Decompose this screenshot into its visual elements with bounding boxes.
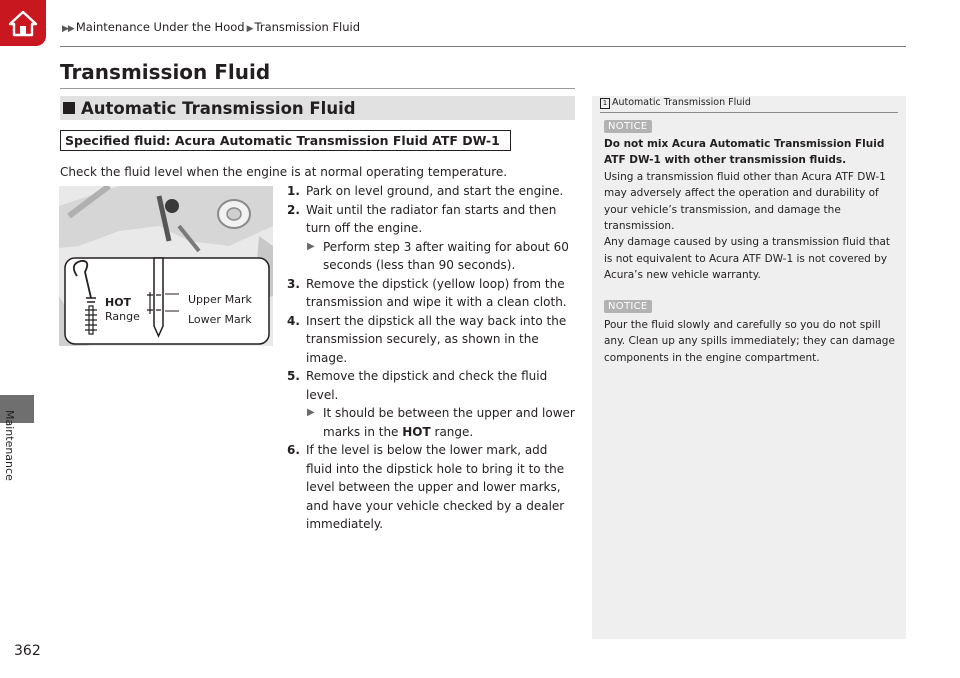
step-subnote bbox=[306, 404, 577, 441]
notice-1-bold: Do not mix Acura Automatic Transmission Fluid ATF DW-1 with other transmission fluids. bbox=[604, 138, 885, 167]
step-number: 5. bbox=[287, 369, 300, 383]
arrow-bullet-icon: ▶ bbox=[307, 407, 315, 418]
step-item bbox=[287, 367, 577, 441]
subnote-text-end: range. bbox=[430, 424, 474, 439]
step-number: 3. bbox=[287, 276, 300, 291]
notice-1-body: Using a transmission fluid other than Acura ATF DW-1 may adversely affect the operation and durability of your vehicle’s transmission, and damage the transmission. bbox=[604, 170, 886, 233]
step-number: 4. bbox=[287, 313, 300, 328]
notice-badge: NOTICE bbox=[604, 120, 652, 133]
title-divider bbox=[60, 88, 575, 89]
intro-text: Check the fluid level when the engine is at normal operating temperature. bbox=[60, 165, 508, 179]
page-number: 362 bbox=[14, 643, 41, 659]
home-button[interactable] bbox=[0, 0, 46, 46]
subnote-text: It should be between the upper and lower marks in the bbox=[323, 406, 575, 439]
step-number: 6. bbox=[287, 443, 300, 457]
step-text: If the level is below the lower mark, add fluid into the dipstick hole to bring it to the level between the upper and lower marks, and have your vehicle checked by a dealer immediately. bbox=[306, 443, 565, 531]
step-item bbox=[287, 182, 577, 201]
step-text: Park on level ground, and start the engine. bbox=[306, 184, 564, 198]
sidebar-divider bbox=[600, 112, 898, 113]
step-text: Wait until the radiator fan starts and then turn off the engine. bbox=[306, 202, 557, 235]
step-item bbox=[287, 312, 577, 368]
notice-2-text: Pour the fluid slowly and carefully so you do not spill any. Clean up any spills immediately; they can damage components in the engine compartment. bbox=[604, 319, 895, 364]
sidebar-heading bbox=[600, 97, 751, 109]
step-number: 1. bbox=[287, 184, 300, 198]
lower-mark-label: Lower Mark bbox=[188, 313, 252, 326]
step-number: 2. bbox=[287, 202, 300, 217]
upper-mark-label: Upper Mark bbox=[188, 293, 252, 306]
notice-1-body-2: Any damage caused by using a transmission fluid that is not equivalent to Acura ATF DW-1 is not covered by Acura’s new vehicle warranty. bbox=[604, 236, 891, 282]
square-bullet-icon bbox=[63, 102, 75, 114]
header-divider bbox=[60, 46, 906, 47]
subnote-hot: HOT bbox=[402, 424, 431, 439]
dipstick-illustration bbox=[59, 186, 273, 346]
breadcrumb-arrow-icon: ▶ bbox=[246, 24, 253, 34]
breadcrumb-arrow-icon: ▶▶ bbox=[62, 24, 74, 34]
breadcrumb-current[interactable]: Transmission Fluid bbox=[254, 20, 361, 34]
page-title: Transmission Fluid bbox=[60, 60, 271, 84]
section-heading-text: Automatic Transmission Fluid bbox=[81, 98, 356, 118]
arrow-bullet-icon: ▶ bbox=[307, 240, 315, 252]
step-text: Remove the dipstick (yellow loop) from the transmission and wipe it with a clean cloth. bbox=[306, 276, 567, 309]
subnote-text: Perform step 3 after waiting for about 60 seconds (less than 90 seconds). bbox=[323, 239, 569, 272]
sidebar-heading-text: Automatic Transmission Fluid bbox=[612, 97, 751, 108]
notice-badge: NOTICE bbox=[604, 300, 652, 313]
range-label: Range bbox=[105, 310, 140, 323]
reference-number-icon: 1 bbox=[600, 98, 610, 109]
step-item bbox=[287, 201, 577, 275]
notice-1-text bbox=[604, 136, 900, 284]
step-text: Remove the dipstick and check the fluid level. bbox=[306, 369, 548, 402]
breadcrumb-link-maintenance[interactable]: Maintenance Under the Hood bbox=[75, 20, 245, 34]
specified-fluid-box: Specified fluid: Acura Automatic Transmission Fluid ATF DW-1 bbox=[60, 130, 511, 151]
side-tab-label: Maintenance bbox=[3, 410, 16, 481]
step-item bbox=[287, 275, 577, 312]
step-subnote bbox=[306, 238, 577, 275]
step-text: Insert the dipstick all the way back into the transmission securely, as shown in the image. bbox=[306, 313, 567, 365]
section-heading bbox=[60, 96, 575, 120]
breadcrumb bbox=[62, 20, 360, 34]
step-item bbox=[287, 441, 577, 534]
home-icon bbox=[8, 9, 38, 37]
hot-label: HOT bbox=[105, 296, 132, 309]
procedure-steps bbox=[287, 182, 577, 534]
